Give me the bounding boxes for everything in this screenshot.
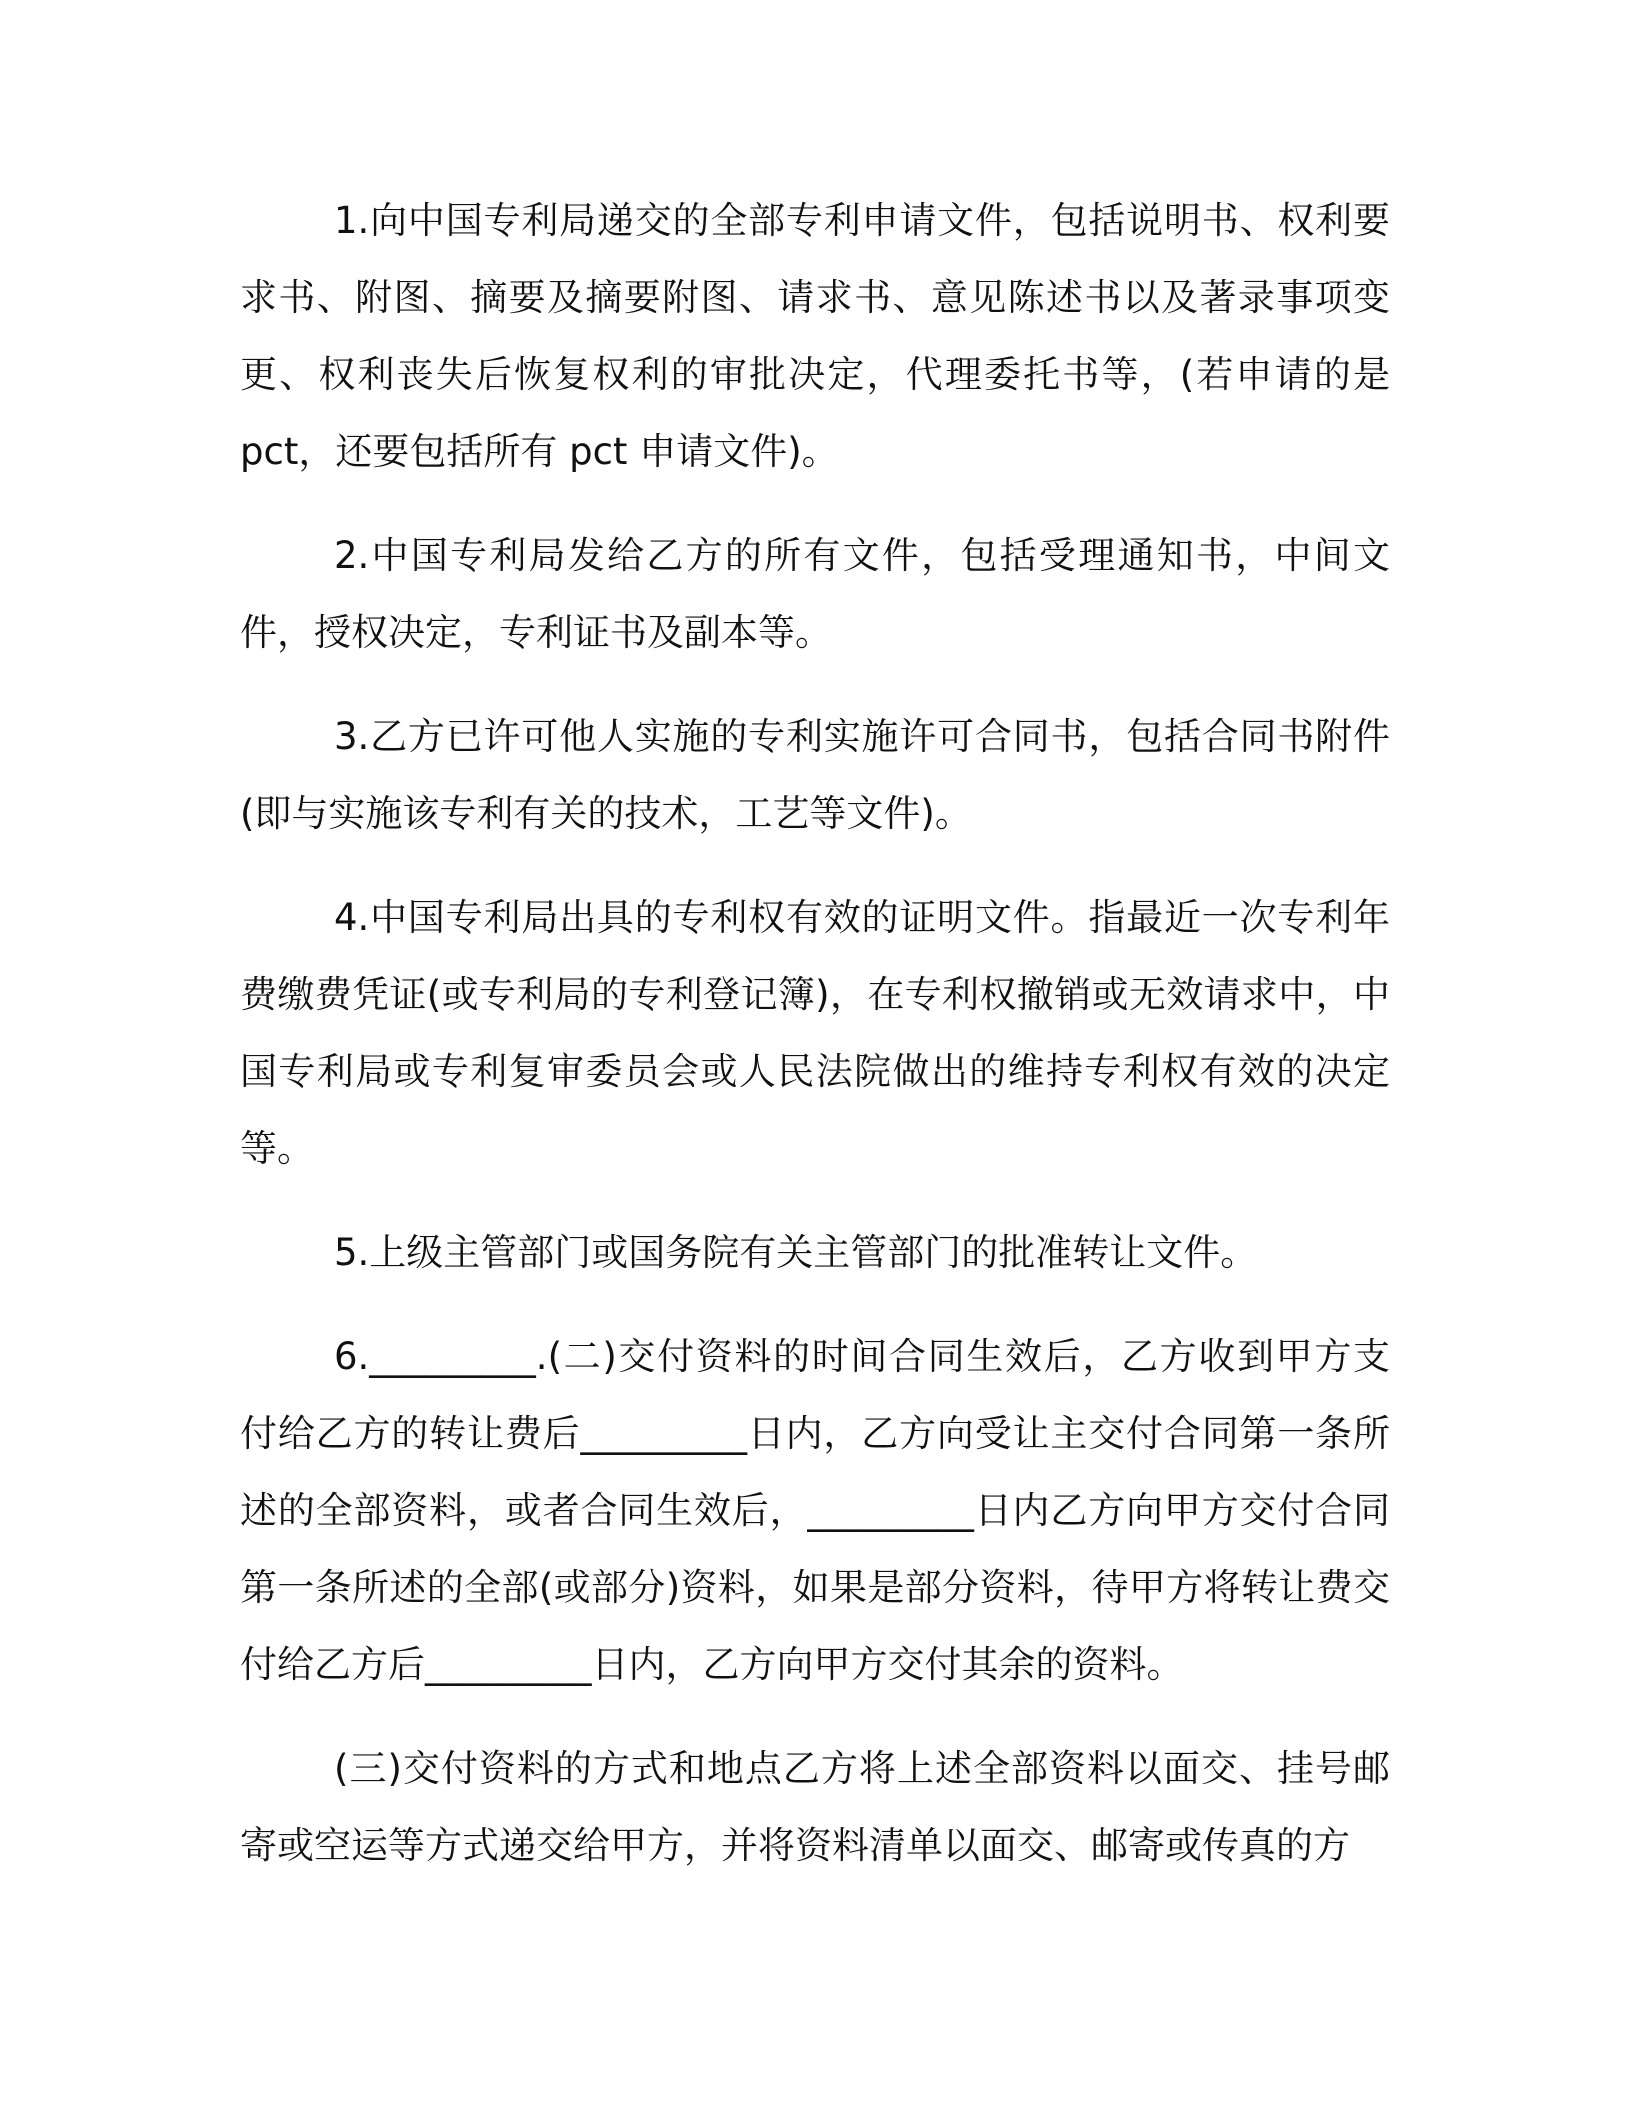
paragraph-7: (三)交付资料的方式和地点乙方将上述全部资料以面交、挂号邮寄或空运等方式递交给甲方，并将资料清单以面交、邮寄或传真的方 [240,1747,1390,1867]
paragraph-2: 2.中国专利局发给乙方的所有文件，包括受理通知书，中间文件，授权决定，专利证书及副本等。 [240,534,1390,654]
paragraph-1: 1.向中国专利局递交的全部专利申请文件，包括说明书、权利要求书、附图、摘要及摘要附图、请求书、意见陈述书以及著录事项变更、权利丧失后恢复权利的审批决定，代理委托书等，(若申请的是 pct，还要包括所有 pct 申请文件)。 [240,199,1402,473]
paragraph-6: 6._________.(二)交付资料的时间合同生效后，乙方收到甲方支付给乙方的转让费后_________日内，乙方向受让主交付合同第一条所述的全部资料，或者合同生效后，_________日内乙方向甲方交付合同第一条所述的全部(或部分)资料，如果是部分资料，待甲方将转让费交付给乙方后_________日内，乙方向甲方交付其余的资料。 [240,1335,1390,1686]
document-body [240,182,1402,1911]
paragraph-5: 5.上级主管部门或国务院有关主管部门的批准转让文件。 [334,1231,1258,1274]
paragraph-4: 4.中国专利局出具的专利权有效的证明文件。指最近一次专利年费缴费凭证(或专利局的专利登记簿)，在专利权撤销或无效请求中，中国专利局或专利复审委员会或人民法院做出的维持专利权有效的决定等。 [240,896,1390,1170]
paragraph-3: 3.乙方已许可他人实施的专利实施许可合同书，包括合同书附件(即与实施该专利有关的技术，工艺等文件)。 [240,715,1390,835]
